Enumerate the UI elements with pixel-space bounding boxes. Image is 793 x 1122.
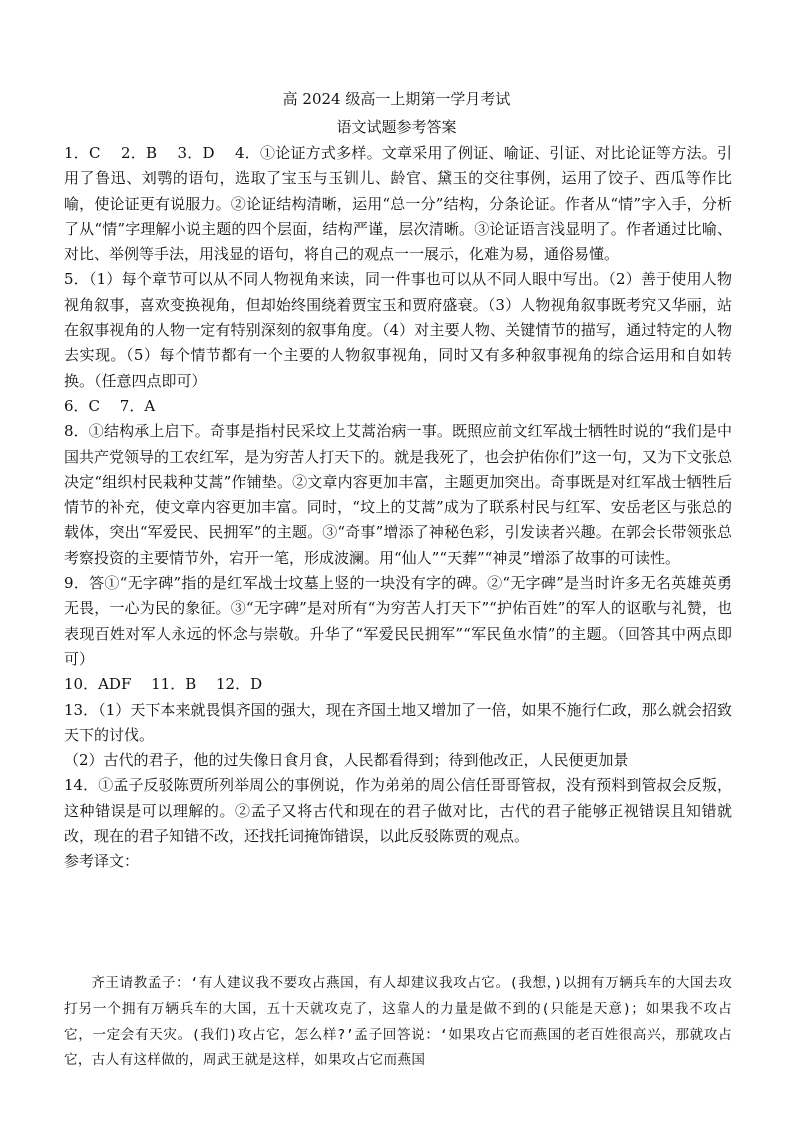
answer-q10-12: 10．ADF 11．B 12．D — [64, 675, 263, 694]
answer-q14: 14．①孟子反驳陈贾所列举周公的事例说，作为弟弟的周公信任哥哥管叔，没有预料到管叔会反叛，这种错误是可以理解的。②孟子又将古代和现在的君子做对比，古代的君子能够正视错误且知错就改，现在的君子知错不改，还找托词掩饰错误，以此反驳陈贾的观点。 — [64, 776, 732, 846]
reference-translation-heading: 参考译文： — [64, 852, 140, 871]
exam-title: 高 2024 级高一上期第一学月考试 — [282, 90, 511, 108]
answer-q1-4: 1．C 2．B 3．D 4．①论证方式多样。文章采用了例证、喻证、引证、对比论证等方法。引用了鲁迅、刘鹗的语句，选取了宝玉与玉钏儿、龄官、黛玉的交往事例，运用了饺子、西瓜等作比喻，使论证更有说服力。②论证结构清晰，运用“总一分”结构，分条论证。作者从“情”字入手，分析了从“情”字理解小说主题的四个层面，结构严谨，层次清晰。③论证语言浅显明了。作者通过比喻、对比、举例等手法，用浅显的语句，将自己的观点一一展示，化难为易，通俗易懂。 — [64, 144, 732, 264]
answer-q8: 8．①结构承上启下。奇事是指村民采坟上艾蒿治病一事。既照应前文红军战士牺牲时说的“我们是中国共产党领导的工农红军，是为穷苦人打天下的。就是我死了，也会护佑你们”这一句，又为下文张总决定“组织村民栽种艾蒿”作铺垫。②文章内容更加丰富，主题更加突出。奇事既是对红军战士牺牲后情节的补充，使文章内容更加丰富。同时，“坟上的艾蒿”成为了联系村民与红军、安岳老区与张总的载体，突出“军爱民、民拥军”的主题。③“奇事”增添了神秘色彩，引发读者兴趣。在郭会长带领张总考察投资的主要情节外，宕开一笔，形成波澜。用“仙人”“天葬”“神灵”增添了故事的可读性。 — [64, 422, 732, 567]
reference-translation-text: 齐王请教孟子：‘有人建议我不要攻占燕国，有人却建议我攻占它。(我想，)以拥有万辆兵车的大国去攻打另一个拥有万辆兵车的大国，五十天就攻克了，这靠人的力量是做不到的(只能是天意)；如果我不攻占它，一定会有天灾。(我们)攻占它，怎么样?’孟子回答说：‘如果攻占它而燕国的老百姓很高兴，那就攻占它，古人有这样做的，周武王就是这样，如果攻占它而燕国 — [64, 975, 732, 1069]
answer-q13-1: 13．（1）天下本来就畏惧齐国的强大，现在齐国土地又增加了一倍，如果不施行仁政，那么就会招致天下的讨伐。 — [64, 700, 732, 744]
answer-body — [64, 141, 732, 875]
answer-q9: 9．答①“无字碑”指的是红军战士坟墓上竖的一块没有字的碑。②“无字碑”是当时许多无名英雄英勇无畏，一心为民的象征。③“无字碑”是对所有“为穷苦人打天下”“护佑百姓”的军人的讴歌与礼赞，也表现百姓对军人永远的怀念与崇敬。升华了“军爱民民拥军”“军民鱼水情”的主题。（回答其中两点即可） — [64, 574, 732, 668]
answer-q5: 5．（1）每个章节可以从不同人物视角来读，同一件事也可以从不同人眼中写出。（2）善于使用人物视角叙事，喜欢变换视角，但却始终围绕着贾宝玉和贾府盛衰。（3）人物视角叙事既考究又华丽，站在叙事视角的人物一定有特别深刻的叙事角度。（4）对主要人物、关键情节的描写，通过特定的人物去实现。（5）每个情节都有一个主要的人物叙事视角，同时又有多种叙事视角的综合运用和自如转换。（任意四点即可） — [64, 270, 732, 390]
answer-q6-7: 6．C 7．A — [64, 396, 156, 415]
answer-q13-2: （2）古代的君子，他的过失像日食月食，人民都看得到；待到他改正，人民便更加景 — [64, 751, 629, 770]
answer-key-subtitle: 语文试题参考答案 — [336, 118, 457, 136]
